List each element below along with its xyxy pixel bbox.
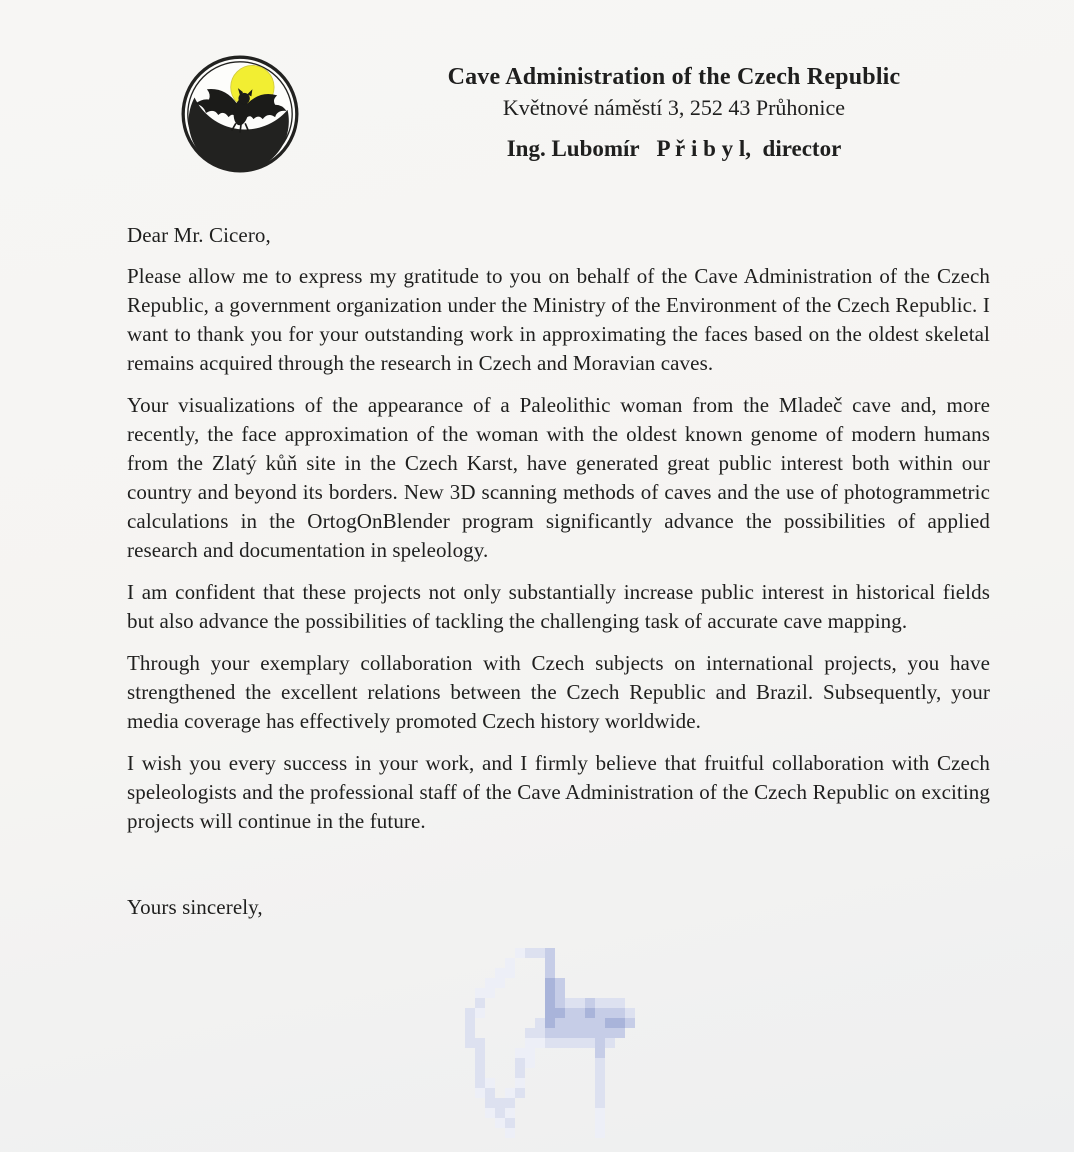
paragraph-4: Through your exemplary collaboration with Czech subjects on international projects, you have strengthened the excellent relations between the Czech Republic and Brazil. Subsequently, your media coverage has effectively promoted Czech history worldwide. [127, 651, 990, 733]
signature-image [455, 948, 645, 1138]
paragraph-1: Please allow me to express my gratitude to you on behalf of the Cave Administration of the Czech Republic, a government organization under the Ministry of the Environment of the Czech Republic. I want to thank you for your outstanding work in approximating the faces based on the oldest skeletal remains acquired through the research in Czech and Moravian caves. [127, 264, 990, 375]
paragraph-5: I wish you every success in your work, and I firmly believe that fruitful collaboration with Czech speleologists and the professional staff of the Cave Administration of the Czech Republic on exciting projects will continue in the future. [127, 751, 990, 833]
closing: Yours sincerely, [127, 895, 263, 919]
salutation: Dear Mr. Cicero, [127, 223, 271, 247]
paragraph-2: Your visualizations of the appearance of a Paleolithic woman from the Mladeč cave and, more recently, the face approximation of the woman with the oldest known genome of modern humans from the Zlatý kůň site in the Czech Karst, have generated great public interest both within our country and beyond its borders. New 3D scanning methods of caves and the use of photogrammetric calculations in the OrtogOnBlender program significantly advance the possibilities of applied research and documentation in speleology. [127, 393, 990, 562]
paragraph-3: I am confident that these projects not only substantially increase public interest in historical fields but also advance the possibilities of tackling the challenging task of accurate cave mapping. [127, 580, 990, 633]
director-line: Ing. Lubomír P ř i b y l, director [506, 136, 842, 162]
letterhead [356, 63, 992, 163]
letter-body [127, 221, 990, 922]
cave-administration-logo [178, 52, 302, 176]
org-address: Květnové náměstí 3, 252 43 Průhonice [502, 94, 846, 120]
org-name: Cave Administration of the Czech Republic [447, 64, 901, 90]
